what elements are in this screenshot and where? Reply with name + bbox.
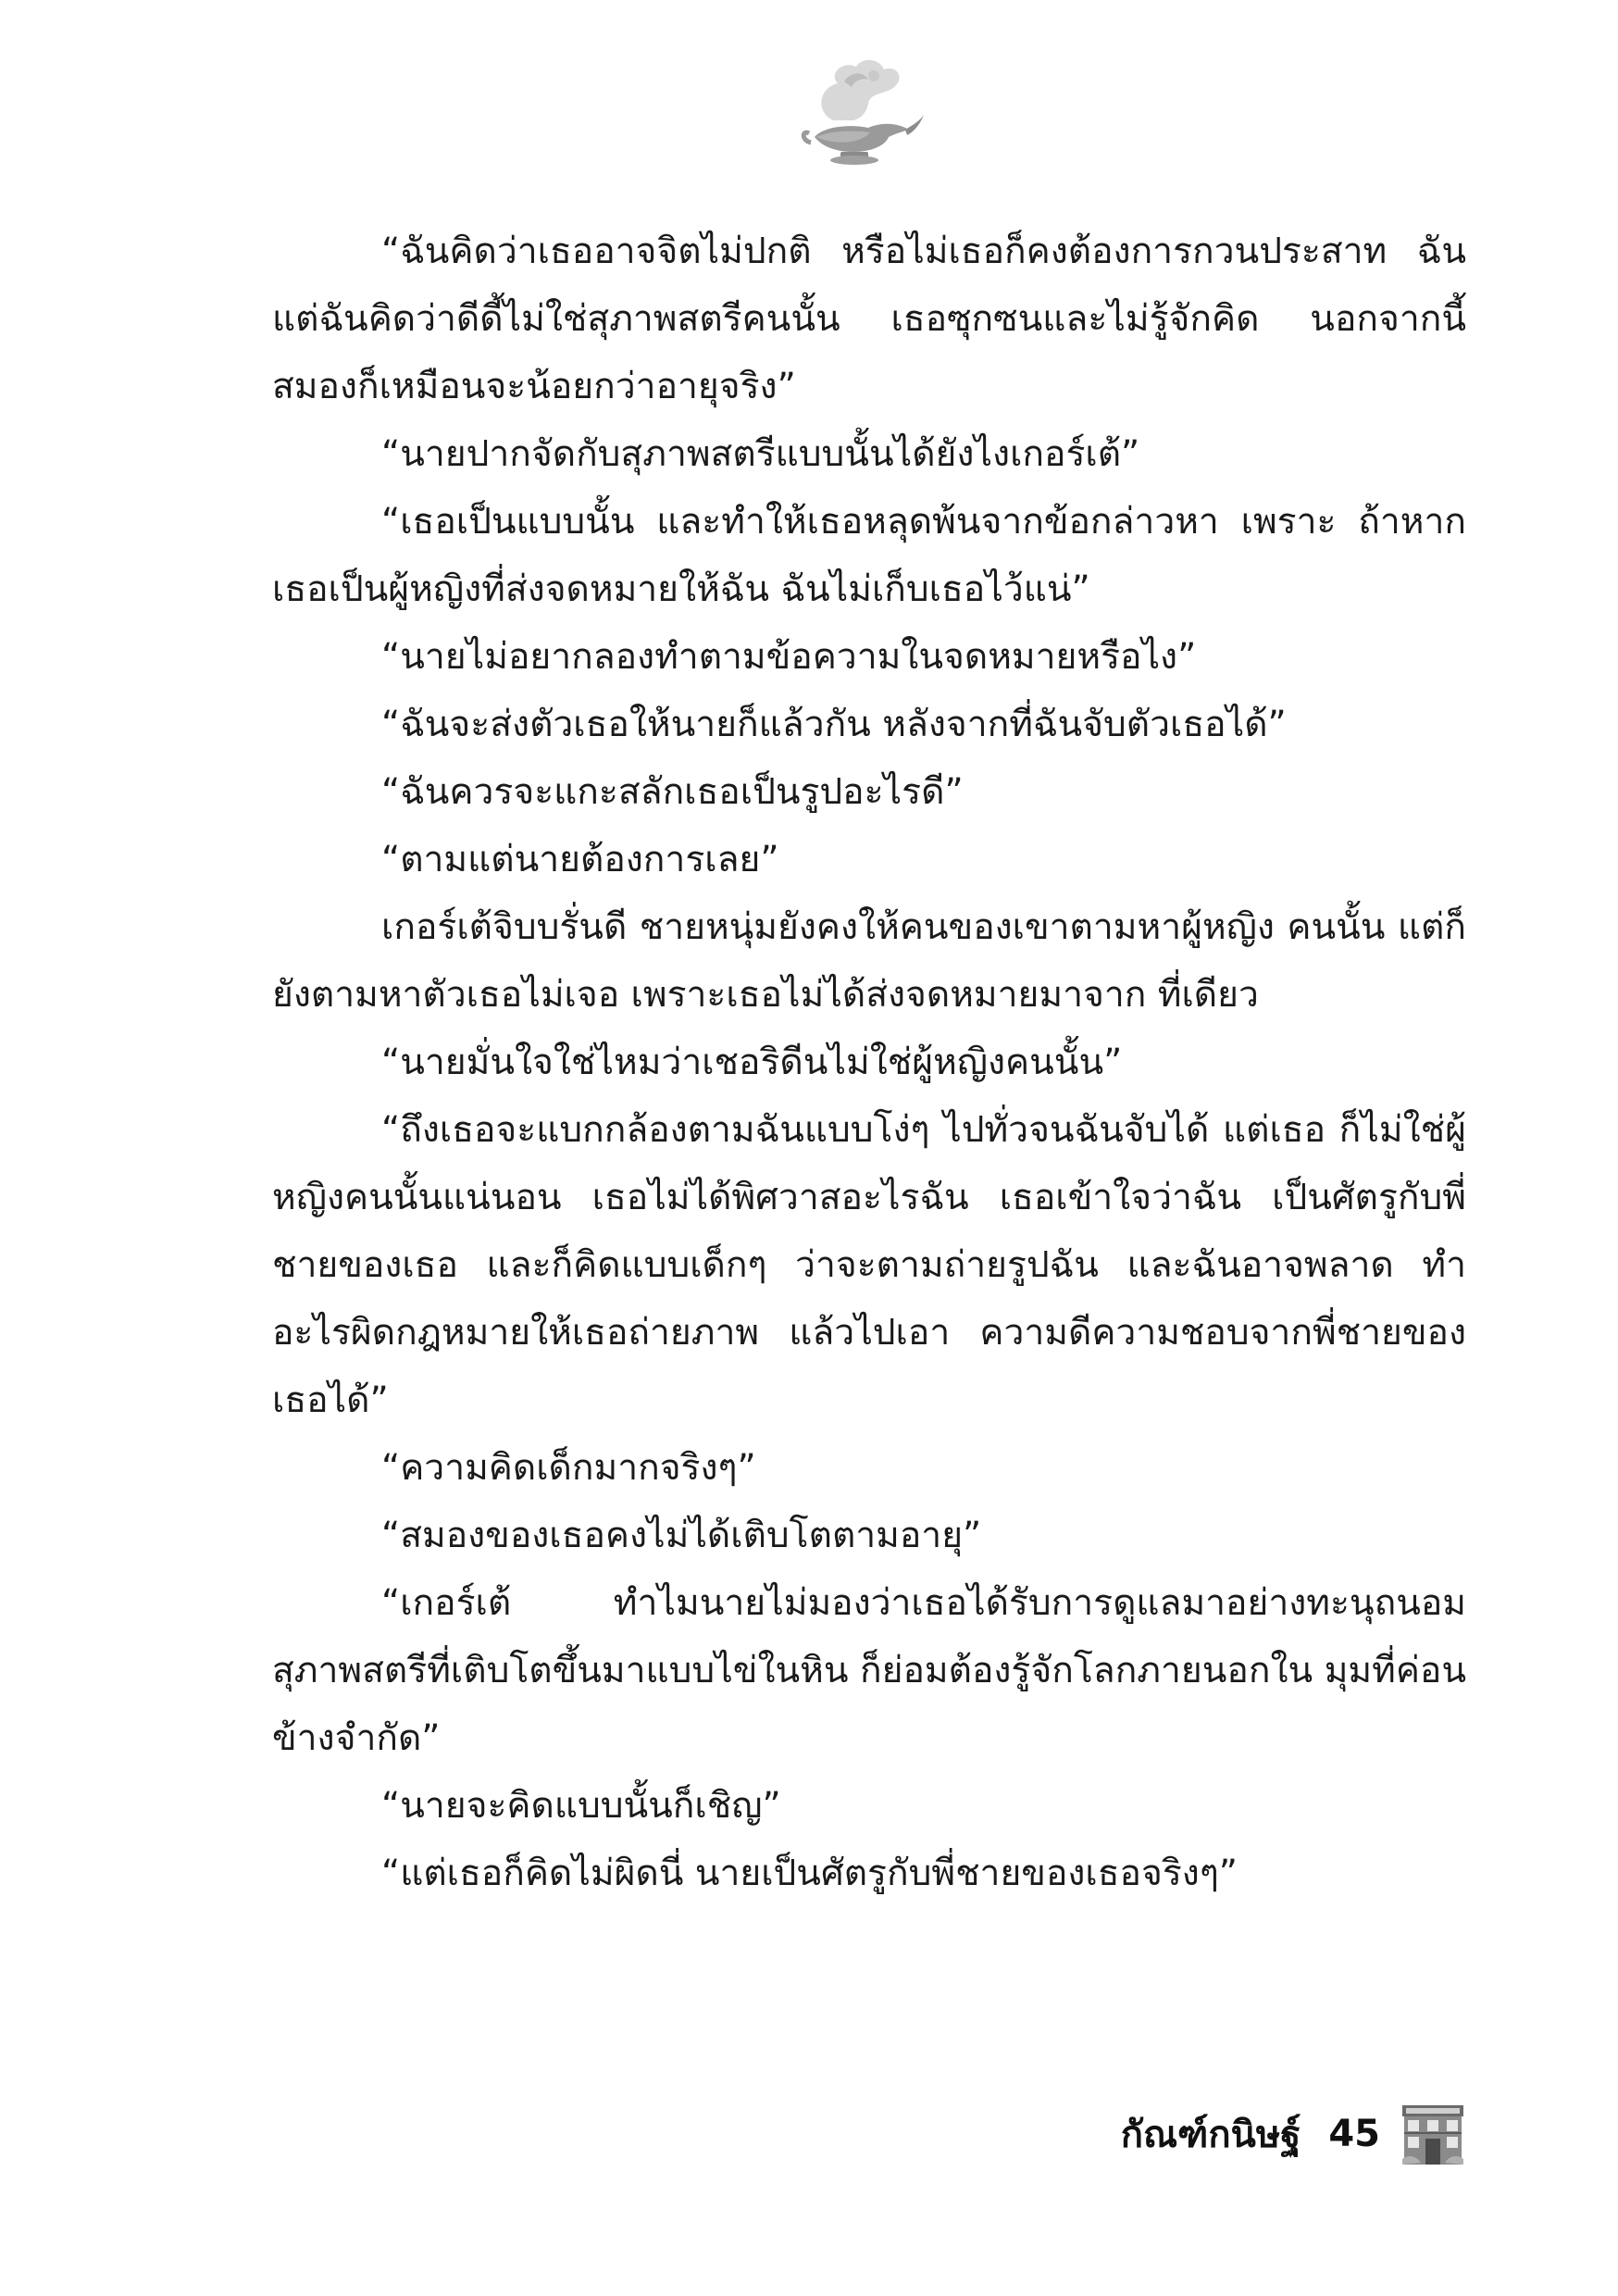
paragraph: “นายปากจัดกับสุภาพสตรีแบบนั้นได้ยังไงเกอร์เต้” — [381, 433, 1140, 475]
book-title: กัณฑ์กนิษฐ์ — [1120, 2114, 1301, 2156]
paragraph: เกอร์เต้จิบบรั่นดี ชายหนุ่มยังคงให้คนของเขาตามหาผู้หญิง คนนั้น แต่ก็ยังตามหาตัวเธอไม่เจอ เพราะเธอไม่ได้ส่งจดหมายมาจาก ที่เดียว — [272, 906, 1466, 1016]
paragraph: “ถึงเธอจะแบกกล้องตามฉันแบบโง่ๆ ไปทั่วจนฉันจับได้ แต่เธอ ก็ไม่ใช่ผู้หญิงคนนั้นแน่นอน เธอไม่ได้พิศวาสอะไรฉัน เธอเข้าใจว่าฉัน เป็นศัตรูกับพี่ชายของเธอ และก็คิดแบบเด็กๆ ว่าจะตามถ่ายรูปฉัน และฉันอาจพลาด ทำอะไรผิดกฎหมายให้เธอถ่ายภาพ แล้วไปเอา ความดีความชอบจากพี่ชายของเธอได้” — [272, 1109, 1466, 1421]
paragraph: “ตามแต่นายต้องการเลย” — [381, 839, 779, 880]
paragraph: “แต่เธอก็คิดไม่ผิดนี่ นายเป็นศัตรูกับพี่ชายของเธอจริงๆ” — [381, 1853, 1238, 1894]
paragraph: “ความคิดเด็กมากจริงๆ” — [381, 1447, 756, 1489]
paragraph: “นายจะคิดแบบนั้นก็เชิญ” — [381, 1785, 781, 1827]
paragraph: “เกอร์เต้ ทำไมนายไม่มองว่าเธอได้รับการดูแลมาอย่างทะนุถนอม สุภาพสตรีที่เติบโตขึ้นมาแบบไข่ในหิน ก็ย่อมต้องรู้จักโลกภายนอกใน มุมที่ค่อนข้างจำกัด” — [272, 1582, 1466, 1759]
genie-lamp-icon — [796, 56, 926, 167]
paragraph: “นายมั่นใจใช่ไหมว่าเชอริดีนไม่ใช่ผู้หญิงคนนั้น” — [381, 1042, 1123, 1083]
page-footer — [1121, 2088, 1465, 2180]
paragraph: “เธอเป็นแบบนั้น และทำให้เธอหลุดพ้นจากข้อกล่าวหา เพราะ ถ้าหากเธอเป็นผู้หญิงที่ส่งจดหมายให้ฉัน ฉันไม่เก็บเธอไว้แน่” — [272, 501, 1466, 610]
page-number: 45 — [1328, 2113, 1380, 2155]
paragraph: “นายไม่อยากลองทำตามข้อความในจดหมายหรือไง” — [381, 636, 1197, 678]
paragraph: “ฉันคิดว่าเธออาจจิตไม่ปกติ หรือไม่เธอก็คงต้องการกวนประสาท ฉัน แต่ฉันคิดว่าดีดี้ไม่ใช่สุภาพสตรีคนนั้น เธอซุกซนและไม่รู้จักคิด นอกจากนี้สมองก็เหมือนจะน้อยกว่าอายุจริง” — [272, 231, 1466, 407]
paragraph: “ฉันควรจะแกะสลักเธอเป็นรูปอะไรดี” — [381, 771, 964, 813]
paragraph: “ฉันจะส่งตัวเธอให้นายก็แล้วกัน หลังจากที่ฉันจับตัวเธอได้” — [381, 704, 1287, 745]
building-icon — [1400, 2102, 1465, 2166]
body-text — [272, 218, 1466, 1907]
paragraph: “สมองของเธอคงไม่ได้เติบโตตามอายุ” — [381, 1515, 982, 1556]
